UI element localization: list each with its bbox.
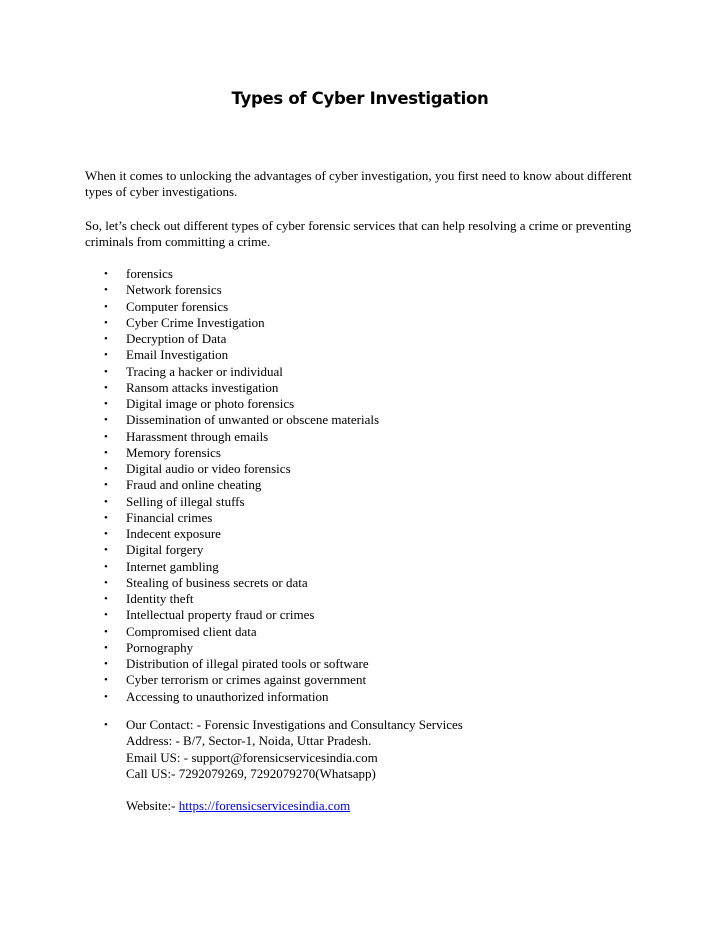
list-item-text: Cyber terrorism or crimes against government (126, 672, 367, 688)
bullet-icon: • (104, 690, 108, 703)
list-item (85, 347, 645, 363)
contact-website (126, 798, 463, 814)
list-item (85, 559, 645, 575)
list-item-text: Stealing of business secrets or data (126, 574, 308, 590)
website-label: Website:- (126, 798, 179, 814)
contact-company: Our Contact: - Forensic Investigations and Consultancy Services (126, 717, 463, 732)
bullet-icon: • (104, 349, 108, 362)
list-item (85, 396, 645, 412)
bullet-icon: • (104, 479, 108, 492)
list-item-text: Computer forensics (126, 298, 229, 314)
list-item-text: Tracing a hacker or individual (126, 363, 283, 379)
list-item-text: Digital forgery (126, 542, 204, 558)
bullet-icon: • (104, 463, 108, 475)
list-item-text: Network forensics (126, 282, 222, 298)
contact-phone: Call US:- 7292079269, 7292079270(Whatsapp) (126, 765, 376, 781)
list-item (85, 380, 645, 396)
list-item-text: Accessing to unauthorized information (126, 688, 329, 704)
list-item-text: Email Investigation (126, 347, 229, 363)
list-item (85, 299, 645, 315)
bullet-icon: • (104, 576, 108, 589)
list-item-text: Dissemination of unwanted or obscene materials (126, 412, 380, 428)
list-item-text: Distribution of illegal pirated tools or software (126, 656, 369, 671)
list-item-text: Indecent exposure (126, 526, 221, 541)
list-item (85, 607, 645, 623)
bullet-icon: • (104, 511, 108, 524)
bullet-icon: • (104, 528, 108, 540)
investigation-types-list (85, 266, 645, 705)
bullet-icon: • (104, 658, 108, 670)
list-item-text: Digital audio or video forensics (126, 461, 291, 476)
bullet-icon: • (104, 560, 108, 573)
list-item-text: Internet gambling (126, 558, 219, 574)
bullet-icon: • (104, 446, 108, 459)
list-item (85, 575, 645, 591)
bullet-icon: • (104, 381, 108, 394)
list-item-text: Memory forensics (126, 444, 221, 460)
bullet-icon: • (104, 719, 108, 731)
list-item (85, 494, 645, 510)
list-item (85, 364, 645, 380)
bullet-icon: • (104, 674, 108, 687)
intro-paragraph: When it comes to unlocking the advantages of cyber investigation, you first need to know about different types of cyber investigations. (85, 168, 632, 200)
bullet-icon: • (104, 495, 108, 508)
list-item (85, 315, 645, 331)
list-item (85, 526, 645, 542)
spacer (126, 782, 463, 798)
list-item (85, 445, 645, 461)
list-item-text: forensics (126, 266, 173, 281)
list-item-text: Digital image or photo forensics (126, 396, 295, 411)
list-item-text: Cyber Crime Investigation (126, 314, 265, 330)
list-item (85, 672, 645, 688)
list-item (85, 266, 645, 282)
list-item (85, 282, 645, 298)
list-item (85, 542, 645, 558)
services-paragraph: So, let’s check out different types of cyber forensic services that can help resolving a crime or preventing criminals from committing a crime. (85, 218, 632, 250)
list-item-text: Ransom attacks investigation (126, 379, 279, 395)
list-item (85, 640, 645, 656)
list-item (85, 461, 645, 477)
bullet-icon: • (104, 300, 108, 313)
page-title: Types of Cyber Investigation (231, 89, 489, 108)
bullet-icon: • (104, 625, 108, 638)
list-item (85, 510, 645, 526)
list-item (85, 412, 645, 428)
list-item-text: Harassment through emails (126, 428, 269, 444)
list-item-text: Decryption of Data (126, 331, 227, 346)
list-item-text: Intellectual property fraud or crimes (126, 607, 315, 623)
bullet-icon: • (104, 398, 108, 410)
bullet-icon: • (104, 593, 108, 605)
list-item-text: Identity theft (126, 591, 194, 606)
website-link[interactable]: https://forensicservicesindia.com (178, 798, 351, 814)
list-item (85, 429, 645, 445)
bullet-icon: • (104, 365, 108, 378)
bullet-icon: • (104, 544, 108, 557)
list-item (85, 477, 645, 493)
contact-email: Email US: - support@forensicservicesindia.com (126, 749, 378, 765)
bullet-icon: • (104, 609, 108, 622)
list-item (85, 656, 645, 672)
list-item-text: Financial crimes (126, 509, 213, 525)
bullet-icon: • (104, 268, 108, 280)
list-item (85, 624, 645, 640)
list-item-text: Compromised client data (126, 623, 257, 639)
list-item-text: Selling of illegal stuffs (126, 493, 245, 509)
list-item (85, 591, 645, 607)
list-item-text: Fraud and online cheating (126, 477, 262, 493)
contact-address: Address: - B/7, Sector-1, Noida, Uttar Pradesh. (126, 733, 372, 749)
bullet-icon: • (104, 316, 108, 329)
bullet-icon: • (104, 414, 108, 427)
list-item (85, 331, 645, 347)
list-item-text: Pornography (126, 639, 194, 655)
bullet-icon: • (104, 641, 108, 654)
bullet-icon: • (104, 430, 108, 443)
bullet-icon: • (104, 284, 108, 297)
bullet-icon: • (104, 333, 108, 345)
list-item (85, 689, 645, 705)
